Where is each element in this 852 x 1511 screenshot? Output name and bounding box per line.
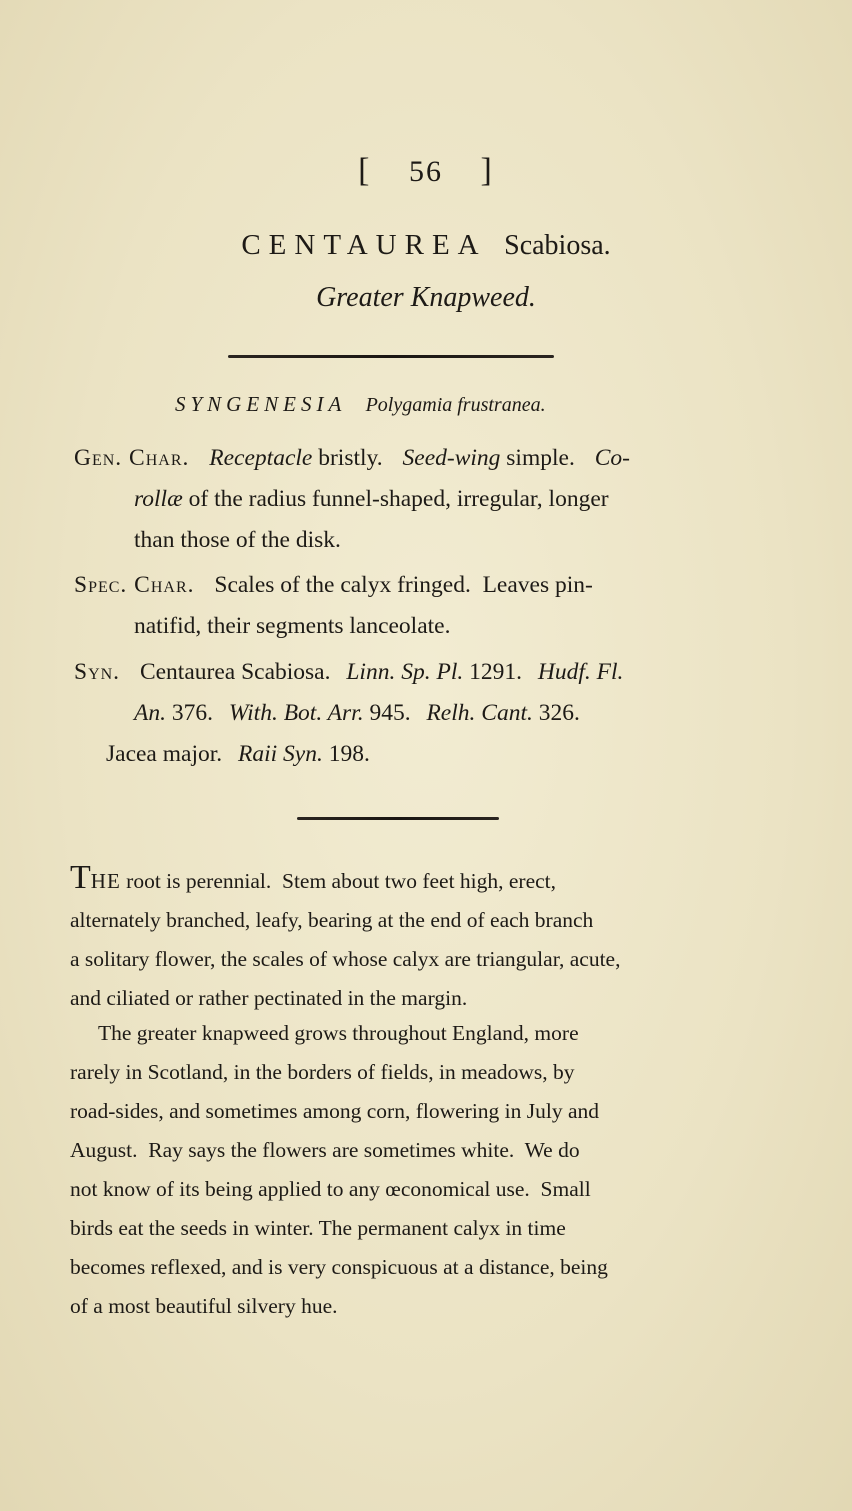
body-line: root is perennial. Stem about two feet high, erect, bbox=[120, 869, 557, 893]
synonym-reference: Relh. Cant. bbox=[426, 700, 533, 726]
gen-char-text: Receptacle bbox=[209, 445, 313, 471]
synonym-reference: With. Bot. Arr. bbox=[228, 700, 364, 726]
body-line: The greater knapweed grows throughout England, more bbox=[98, 1021, 579, 1045]
body-line: becomes reflexed, and is very conspicuous at a distance, being bbox=[70, 1255, 608, 1279]
page-number-value: 56 bbox=[409, 155, 443, 188]
spec-char-text: natifid, their segments lanceolate. bbox=[134, 613, 451, 639]
genus-name: CENTAUREA bbox=[241, 229, 487, 261]
body-line: road-sides, and sometimes among corn, flowering in July and bbox=[70, 1099, 600, 1123]
page-number bbox=[0, 152, 852, 190]
body-line: birds eat the seeds in winter. The permanent calyx in time bbox=[70, 1216, 566, 1240]
synonym-reference: Hudf. Fl. bbox=[537, 659, 624, 685]
left-bracket: [ bbox=[358, 152, 372, 189]
divider-rule-bottom bbox=[297, 817, 499, 820]
synonyms bbox=[74, 652, 714, 775]
generic-character bbox=[74, 438, 714, 561]
order-name: Polygamia frustranea. bbox=[365, 394, 546, 416]
synonym-text: Centaurea Scabiosa. bbox=[139, 659, 331, 685]
linnaean-classification bbox=[175, 392, 546, 417]
opening-caps: HE bbox=[90, 869, 121, 893]
synonym-reference: Linn. Sp. Pl. bbox=[346, 659, 464, 685]
drop-cap: T bbox=[70, 859, 91, 896]
synonym-reference: 326. bbox=[538, 700, 580, 726]
gen-char-text: Co- bbox=[594, 445, 630, 471]
synonym-text: Jacea major. bbox=[106, 741, 223, 767]
body-line: of a most beautiful silvery hue. bbox=[70, 1294, 338, 1318]
body-line: August. Ray says the flowers are sometimes white. We do bbox=[70, 1138, 580, 1162]
description-paragraph-1 bbox=[70, 858, 710, 1018]
divider-rule-top bbox=[228, 355, 554, 358]
syn-label: Syn. bbox=[74, 659, 121, 685]
synonym-reference: 198. bbox=[328, 741, 370, 767]
body-line: rarely in Scotland, in the borders of fields, in meadows, by bbox=[70, 1060, 575, 1084]
specific-character bbox=[74, 565, 714, 647]
gen-char-label: Gen. Char. bbox=[74, 445, 190, 471]
body-line: not know of its being applied to any œconomical use. Small bbox=[70, 1177, 591, 1201]
gen-char-text: rollæ bbox=[134, 486, 183, 512]
right-bracket: ] bbox=[480, 152, 494, 189]
body-line: alternately branched, leafy, bearing at the end of each branch bbox=[70, 908, 594, 932]
body-line: and ciliated or rather pectinated in the margin. bbox=[70, 986, 468, 1010]
class-name: SYNGENESIA bbox=[175, 392, 347, 416]
body-line: a solitary flower, the scales of whose calyx are triangular, acute, bbox=[70, 947, 621, 971]
spec-char-text: Scales of the calyx fringed. Leaves pin- bbox=[214, 572, 593, 598]
species-name: Scabiosa. bbox=[504, 230, 611, 261]
gen-char-text: than those of the disk. bbox=[134, 527, 341, 553]
gen-char-text: Seed-wing bbox=[402, 445, 501, 471]
synonym-reference: 945. bbox=[369, 700, 411, 726]
synonym-reference: 376. bbox=[171, 700, 213, 726]
synonym-reference: Raii Syn. bbox=[238, 741, 323, 767]
gen-char-text: simple. bbox=[506, 445, 575, 471]
spec-char-label: Spec. Char. bbox=[74, 572, 195, 598]
synonym-reference: 1291. bbox=[469, 659, 522, 685]
description-paragraph-2 bbox=[70, 1014, 710, 1326]
gen-char-text: of the radius funnel-shaped, irregular, longer bbox=[188, 486, 609, 512]
synonym-reference: An. bbox=[134, 700, 166, 726]
common-name: Greater Knapweed. bbox=[316, 282, 536, 313]
species-title bbox=[0, 228, 852, 262]
gen-char-text: bristly. bbox=[318, 445, 383, 471]
